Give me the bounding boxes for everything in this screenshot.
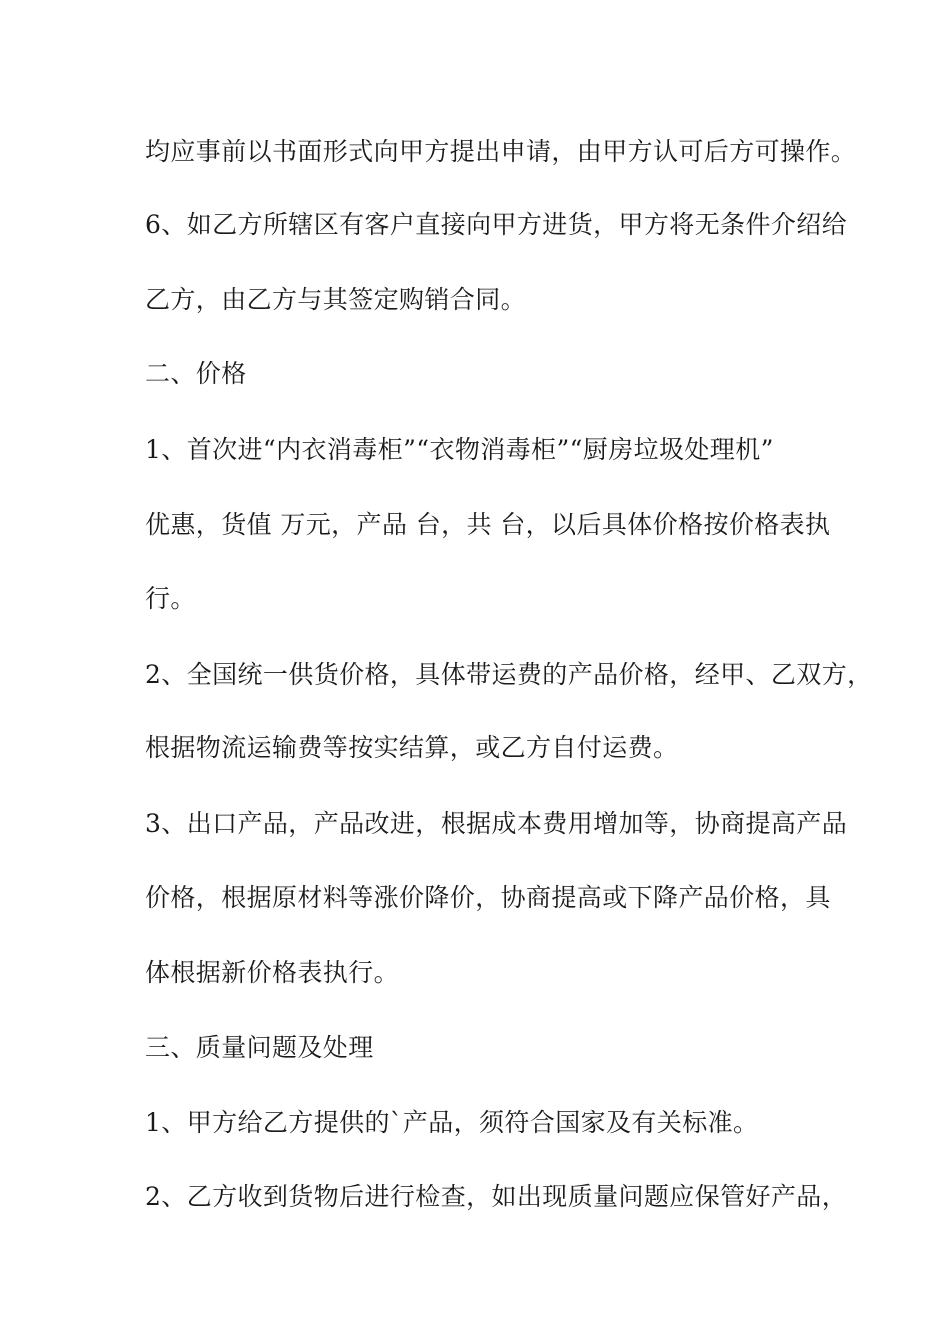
text-line: 1、甲方给乙方提供的`产品，须符合国家及有关标准。 [145,1108,759,1137]
text-line: 行。 [145,584,196,613]
text-line: 均应事前以书面形式向甲方提出申请，由甲方认可后方可操作。 [145,137,857,166]
text-line: 优惠，货值 万元，产品 台，共 台，以后具体价格按价格表执 [145,510,831,539]
text-line: 2、乙方收到货物后进行检查，如出现质量问题应保管好产品， [145,1182,848,1211]
section-heading: 二、价格 [145,359,247,388]
text-line: 价格，根据原材料等涨价降价，协商提高或下降产品价格，具 [145,883,831,912]
text-line: 6、如乙方所辖区有客户直接向甲方进货，甲方将无条件介绍给 [145,210,848,239]
text-line: 1、首次进“内衣消毒柜”“衣物消毒柜”“厨房垃圾处理机” [145,435,774,464]
text-line: 乙方，由乙方与其签定购销合同。 [145,285,527,314]
text-line: 3、出口产品，产品改进，根据成本费用增加等，协商提高产品 [145,809,848,838]
text-line: 2、全国统一供货价格，具体带运费的产品价格，经甲、乙双方， [145,660,873,689]
text-line: 体根据新价格表执行。 [145,958,400,987]
text-line: 根据物流运输费等按实结算，或乙方自付运费。 [145,733,679,762]
section-heading: 三、质量问题及处理 [145,1033,374,1062]
